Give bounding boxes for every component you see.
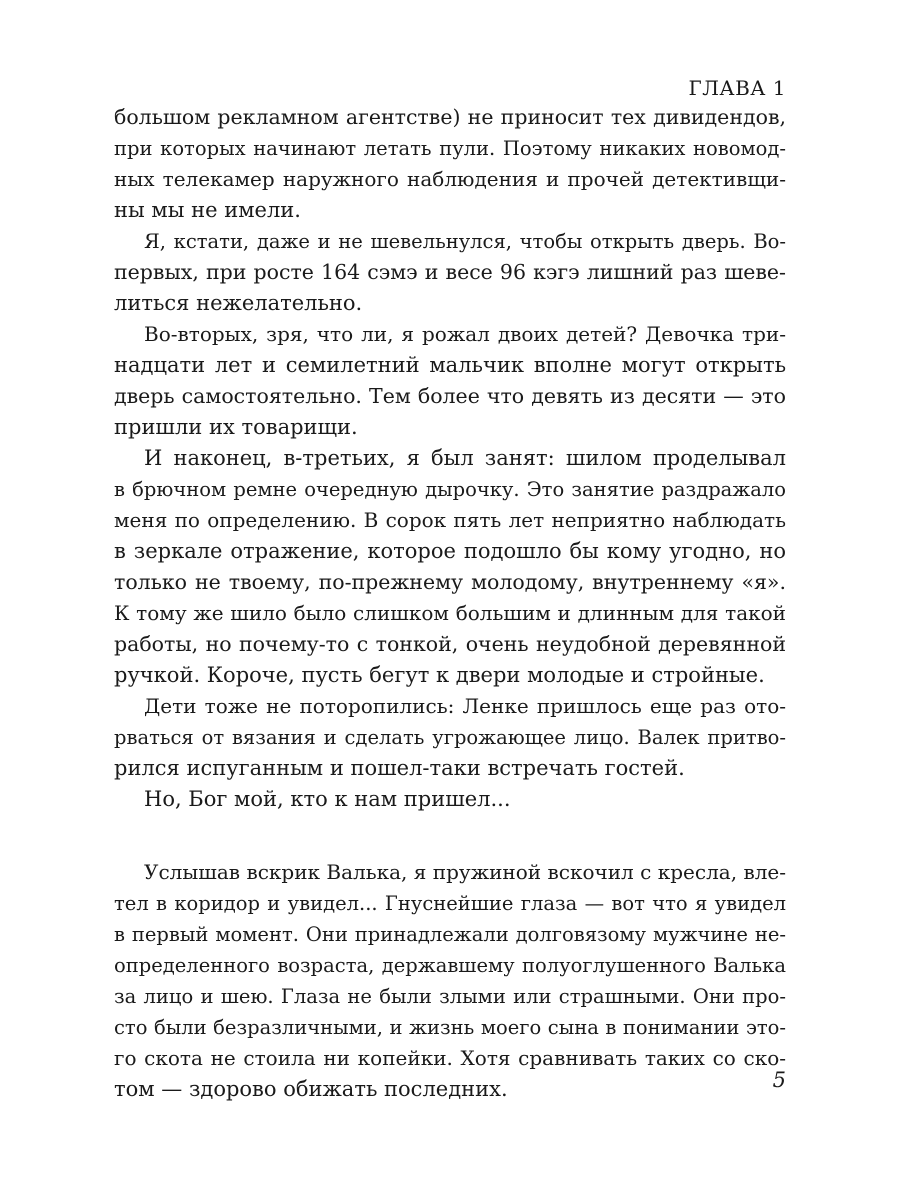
- text-line: дверь самостоятельно. Тем более что девять из десяти — это: [114, 384, 786, 408]
- text-line: большом рекламном агентстве) не приносит тех дивидендов,: [114, 105, 786, 129]
- text-line: меня по определению. В сорок пять лет неприятно наблюдать: [114, 508, 786, 532]
- paragraph: [114, 319, 786, 443]
- text-line: при которых начинают летать пули. Поэтому никаких новомод-: [114, 137, 786, 160]
- text-line: Но, Бог мой, кто к нам пришел...: [144, 787, 511, 811]
- paragraph: [114, 857, 786, 1105]
- text-line: ны мы не имели.: [114, 198, 301, 222]
- text-line: К тому же шило было слишком большим и длинным для такой: [114, 601, 786, 625]
- page-number: 5: [772, 1068, 786, 1092]
- text-line: за лицо и шею. Глаза не были злыми или страшными. Они про-: [114, 985, 786, 1008]
- text-line: в зеркале отражение, которое подошло бы кому угодно, но: [114, 539, 786, 563]
- text-line: рился испуганным и пошел-таки встречать гостей.: [114, 756, 685, 780]
- text-line: только не твоему, по-прежнему молодому, внутреннему «я».: [114, 570, 786, 594]
- text-line: том — здорово обижать последних.: [114, 1077, 508, 1101]
- paragraph: [114, 226, 786, 319]
- text-line: Во-вторых, зря, что ли, я рожал двоих детей? Девочка три-: [144, 322, 786, 346]
- paragraph: [114, 784, 786, 815]
- text-line: в первый момент. Они принадлежали долговязому мужчине не-: [114, 923, 786, 946]
- text-line: литься нежелательно.: [114, 291, 363, 315]
- text-line: го скота не стоила ни копейки. Хотя сравнивать таких со ско-: [114, 1046, 786, 1070]
- text-line: первых, при росте 164 сэмэ и весе 96 кэгэ лишний раз шеве-: [114, 260, 786, 284]
- text-line: тел в коридор и увидел... Гнуснейшие глаза — вот что я увидел: [114, 892, 786, 915]
- text-line: Дети тоже не поторопились: Ленке пришлось еще раз ото-: [144, 694, 786, 718]
- text-line: в брючном ремне очередную дырочку. Это занятие раздражало: [114, 478, 786, 501]
- text-line: определенного возраста, державшему полуоглушенного Валька: [114, 954, 786, 977]
- text-line: надцати лет и семилетний мальчик вполне могут открыть: [114, 353, 786, 377]
- body-text: [114, 102, 786, 1105]
- paragraph: [114, 102, 786, 226]
- running-head: ГЛАВА 1: [688, 76, 786, 100]
- text-line: Я, кстати, даже и не шевельнулся, чтобы открыть дверь. Во-: [144, 230, 786, 253]
- text-line: ручкой. Короче, пусть бегут к двери молодые и стройные.: [114, 663, 765, 687]
- text-line: Услышав вскрик Валька, я пружиной вскочил с кресла, вле-: [144, 860, 786, 884]
- section-break: [114, 815, 786, 857]
- text-line: работы, но почему-то с тонкой, очень неудобной деревянной: [114, 632, 786, 656]
- paragraph: [114, 691, 786, 784]
- text-line: ных телекамер наружного наблюдения и прочей детективщи-: [114, 167, 786, 191]
- text-line: сто были безразличными, и жизнь моего сына в понимании это-: [114, 1016, 786, 1039]
- paragraph: [114, 443, 786, 691]
- text-line: пришли их товарищи.: [114, 415, 358, 439]
- text-line: И наконец, в-третьих, я был занят: шилом проделывал: [144, 446, 786, 470]
- text-line: рваться от вязания и сделать угрожающее лицо. Валек притво-: [114, 726, 786, 749]
